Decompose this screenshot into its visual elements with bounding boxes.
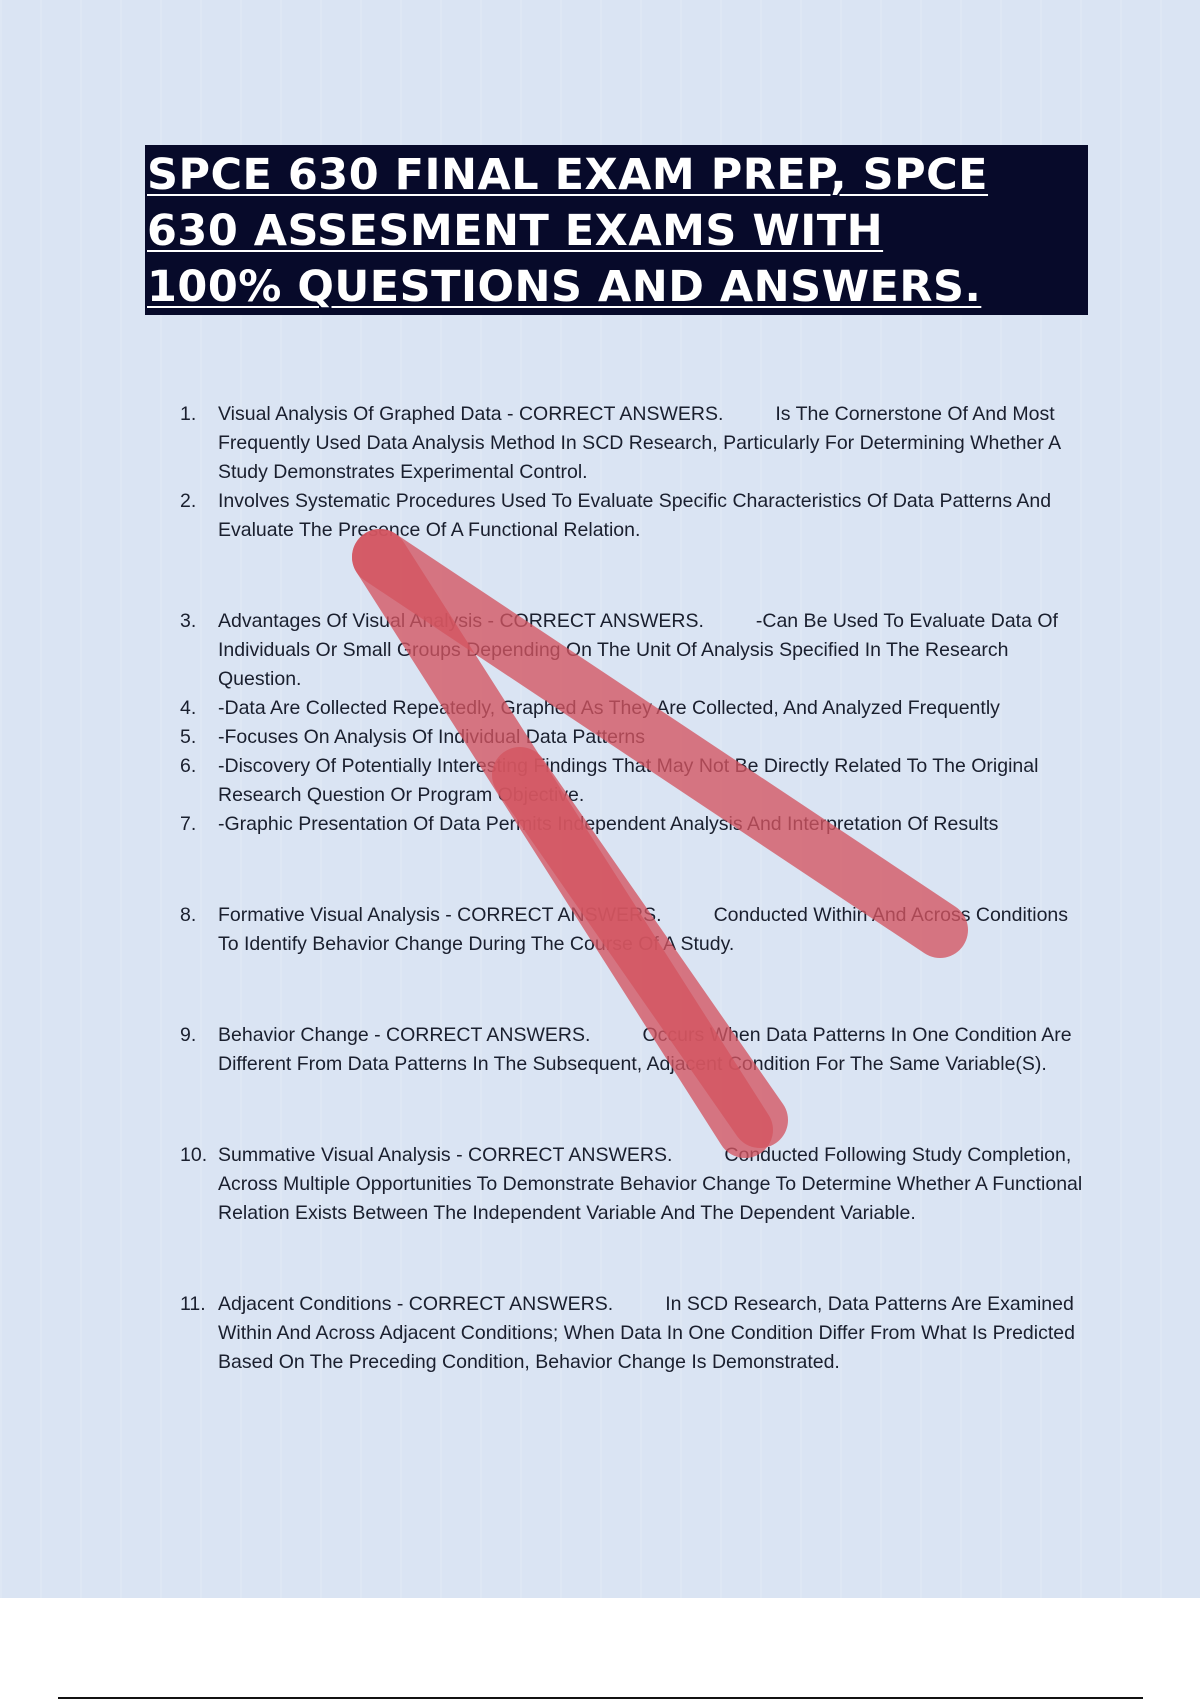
list-item-11 xyxy=(180,1290,1085,1377)
item-text: -Focuses On Analysis Of Individual Data Patterns xyxy=(218,726,646,748)
item-text: -Discovery Of Potentially Interesting Findings That May Not Be Directly Related To The Original Research Question Or Program Objective. xyxy=(218,755,1039,806)
item-number: 11. xyxy=(180,1293,206,1315)
document-title xyxy=(145,145,1088,315)
list-item-4 xyxy=(180,694,1085,723)
item-text: Is The Cornerstone Of And Most Frequently Used Data Analysis Method In SCD Research, Particularly For Determining Whether A Study Demonstrates Experimental Control. xyxy=(218,403,1061,483)
list-item-9 xyxy=(180,1021,1085,1079)
footer-rule xyxy=(58,1697,1143,1699)
list-item-6 xyxy=(180,752,1085,810)
item-text: Conducted Following Study Completion, Across Multiple Opportunities To Demonstrate Behavior Change To Determine Whether A Functional Relation Exists Between The Independent Variable And The Dependent Variable. xyxy=(218,1144,1083,1224)
title-line-1: SPCE 630 FINAL EXAM PREP, SPCE xyxy=(147,150,989,200)
item-term: Behavior Change - CORRECT ANSWERS. xyxy=(218,1024,591,1046)
item-term: Visual Analysis Of Graphed Data - CORRECT ANSWERS. xyxy=(218,403,724,425)
list-item-5 xyxy=(180,723,1085,752)
item-term: Formative Visual Analysis - CORRECT ANSWERS. xyxy=(218,904,662,926)
item-number: 4. xyxy=(180,697,197,719)
item-text: -Can Be Used To Evaluate Data Of Individuals Or Small Groups Depending On The Unit Of Analysis Specified In The Research Question. xyxy=(218,610,1058,690)
item-number: 10. xyxy=(180,1144,208,1166)
item-number: 1. xyxy=(180,403,197,425)
item-number: 5. xyxy=(180,726,197,748)
list-item-3 xyxy=(180,607,1085,694)
item-text: -Graphic Presentation Of Data Permits Independent Analysis And Interpretation Of Results xyxy=(218,813,999,835)
item-text: Involves Systematic Procedures Used To Evaluate Specific Characteristics Of Data Patterns And Evaluate The Presence Of A Functional Relation. xyxy=(218,490,1052,541)
item-term: Summative Visual Analysis - CORRECT ANSWERS. xyxy=(218,1144,673,1166)
list-item-8 xyxy=(180,901,1085,959)
item-text: Occurs When Data Patterns In One Condition Are Different From Data Patterns In The Subsequent, Adjacent Condition For The Same Variable(S). xyxy=(218,1024,1072,1075)
list-item-1 xyxy=(180,400,1085,487)
item-term: Advantages Of Visual Analysis - CORRECT ANSWERS. xyxy=(218,610,704,632)
list-item-7 xyxy=(180,810,1085,839)
title-line-2: 630 ASSESMENT EXAMS WITH xyxy=(147,206,884,256)
item-text: Conducted Within And Across Conditions To Identify Behavior Change During The Course Of A Study. xyxy=(218,904,1069,955)
item-number: 3. xyxy=(180,610,197,632)
item-number: 6. xyxy=(180,755,197,777)
title-line-3: 100% QUESTIONS AND ANSWERS. xyxy=(147,262,982,312)
item-number: 8. xyxy=(180,904,197,926)
item-number: 9. xyxy=(180,1024,197,1046)
list-item-2 xyxy=(180,487,1085,545)
list-item-10 xyxy=(180,1141,1085,1228)
item-number: 2. xyxy=(180,490,197,512)
item-text: -Data Are Collected Repeatedly, Graphed As They Are Collected, And Analyzed Frequently xyxy=(218,697,1000,719)
qa-list xyxy=(180,400,1085,1377)
item-term: Adjacent Conditions - CORRECT ANSWERS. xyxy=(218,1293,614,1315)
item-number: 7. xyxy=(180,813,197,835)
item-text: In SCD Research, Data Patterns Are Examined Within And Across Adjacent Conditions; When Data In One Condition Differ From What Is Predicted Based On The Preceding Condition, Behavior Change Is Demonstrated. xyxy=(218,1293,1075,1373)
